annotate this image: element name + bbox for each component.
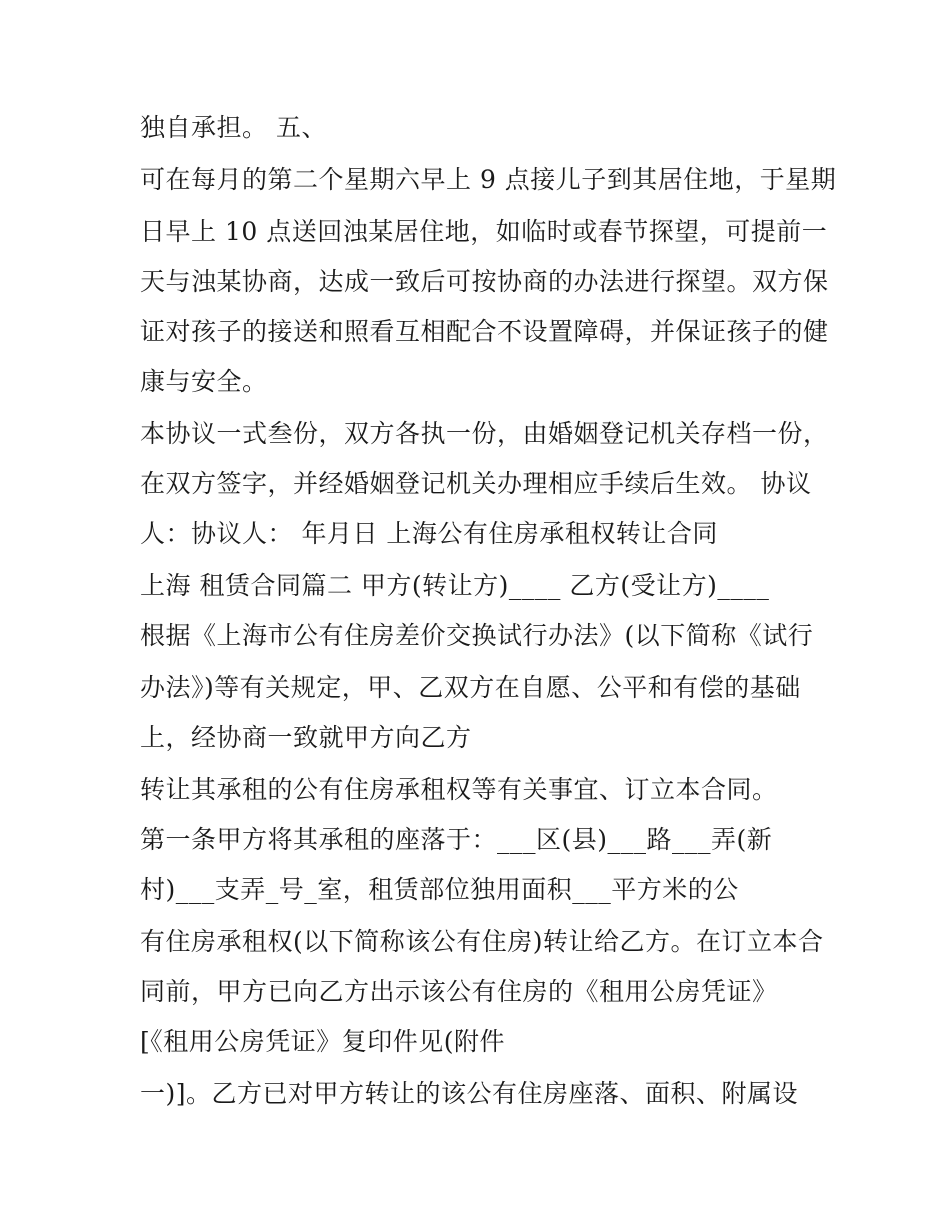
text-line: 证对孩子的接送和照看互相配合不设置障碍，并保证孩子的健 xyxy=(140,317,829,346)
text-line: 村)___支弄_号_室，租赁部位独用面积___平方米的公 xyxy=(140,875,739,904)
text-line: 第一条甲方将其承租的座落于：___区(县)___路___弄(新 xyxy=(140,825,773,854)
text-line: 本协议一式叁份，双方各执一份，由婚姻登记机关存档一份， xyxy=(140,419,829,448)
text-line: 转让其承租的公有住房承租权等有关事宜、订立本合同。 xyxy=(140,775,778,804)
text-line: 上，经协商一致就甲方向乙方 xyxy=(140,723,472,752)
text-line: 日早上 10 点送回浊某居住地，如临时或春节探望，可提前一 xyxy=(140,217,828,246)
text-line: 可在每月的第二个星期六早上 9 点接儿子到其居住地，于星期 xyxy=(140,165,837,194)
text-line: 一)]。乙方已对甲方转让的该公有住房座落、面积、附属设 xyxy=(140,1079,799,1108)
text-line: 同前，甲方已向乙方出示该公有住房的《租用公房凭证》 xyxy=(140,977,778,1006)
text-line: 独自承担。 五、 xyxy=(140,113,327,142)
text-line: 根据《上海市公有住房差价交换试行办法》(以下简称《试行 xyxy=(140,621,814,650)
text-line: 天与浊某协商，达成一致后可按协商的办法进行探望。双方保 xyxy=(140,267,829,296)
text-line: 康与安全。 xyxy=(140,367,268,396)
text-line: 办法》)等有关规定，甲、乙双方在自愿、公平和有偿的基础 xyxy=(140,673,801,702)
text-line: 人：协议人： 年月日 上海公有住房承租权转让合同 xyxy=(140,519,718,548)
text-line: 有住房承租权(以下简称该公有住房)转让给乙方。在订立本合 xyxy=(140,927,824,956)
text-line: 上海 租赁合同篇二 甲方(转让方)____ 乙方(受让方)____ xyxy=(140,571,770,600)
text-line: 在双方签字，并经婚姻登记机关办理相应手续后生效。 协议 xyxy=(140,469,812,498)
text-line: [《租用公房凭证》复印件见(附件 xyxy=(140,1027,506,1056)
